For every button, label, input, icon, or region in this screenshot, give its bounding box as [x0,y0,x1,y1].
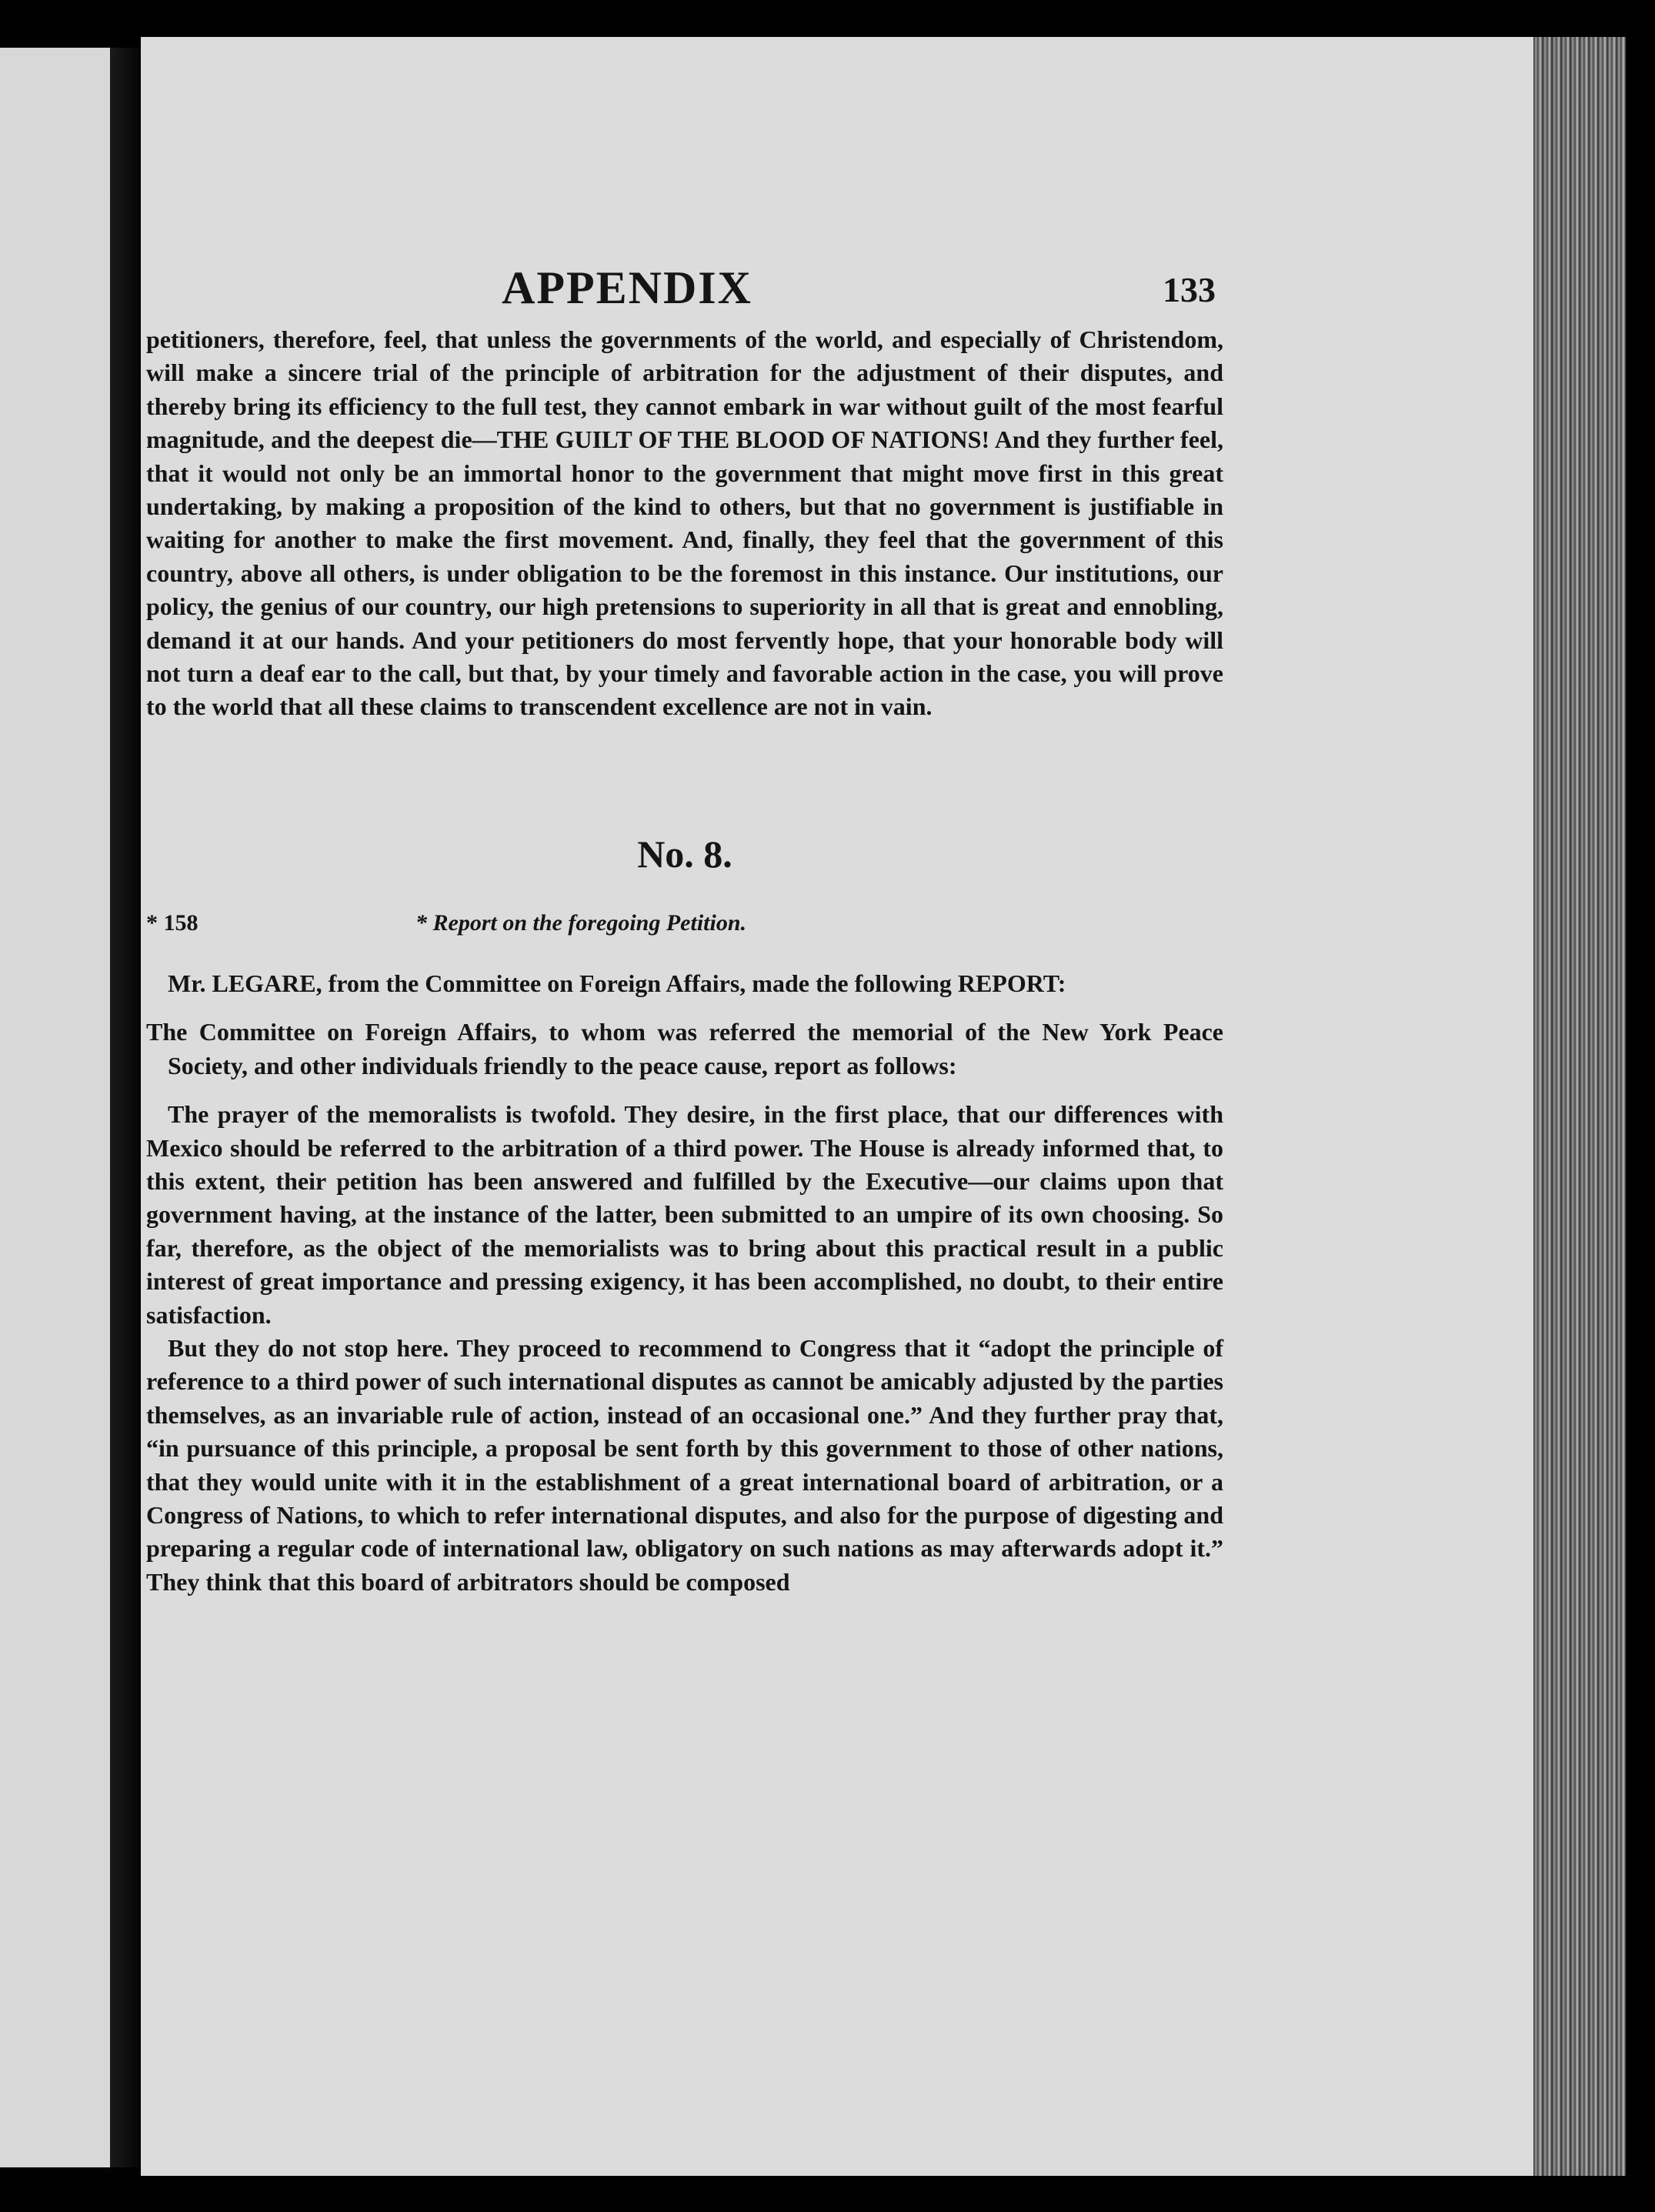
report-subtitle: * Report on the foregoing Petition. [415,909,747,936]
running-header [146,262,1223,323]
section-spacer [146,724,1223,832]
running-title: APPENDIX [502,262,752,313]
facing-page-edge [0,48,110,2167]
book-gutter [110,48,141,2167]
page-edges [1533,37,1626,2176]
report-paragraph-1: The prayer of the memoralists is twofold. They desire, in the first place, that our differences with Mexico should be referred to the arbitration of a third power. The House is already informed that, to this extent, their petition has been answered and fulfilled by the Executive—our claims upon that government having, at the instance of the latter, been submitted to an umpire of its own choosing. So far, therefore, as the object of the memorialists was to bring about this practical result in a public interest of great importance and pressing exigency, it has been accomplished, no doubt, to their entire satisfaction. [146,1100,1223,1329]
page-content [146,262,1223,1599]
report-intro: Mr. LEGARE, from the Committee on Foreign Affairs, made the following REPORT: [168,969,1066,997]
section-title: No. 8. [637,832,732,876]
petition-conclusion-paragraph: petitioners, therefore, feel, that unless the governments of the world, and especially of Christendom, will make a sincere trial of the principle of arbitration for the adjustment of their disputes, and thereby bring its efficiency to the full test, they cannot embark in war without guilt of the most fearful magnitude, and the deepest die—THE GUILT OF THE BLOOD OF NATIONS! And they further feel, that it would not only be an immortal honor to the government that might move first in this great undertaking, by making a proposition of the kind to others, but that no government is justifiable in waiting for another to make the first movement. And, finally, they feel that the government of this country, above all others, is under obligation to be the foremost in this instance. Our institutions, our policy, the genius of our country, our high pretensions to superiority in all that is great and ennobling, demand it at our hands. And your petitioners do most fervently hope, that your honorable body will not turn a deaf ear to the call, but that, by your timely and favorable action in the case, you will prove to the world that all these claims to transcendent excellence are not in vain. [146,325,1223,721]
report-paragraph-2: But they do not stop here. They proceed to recommend to Congress that it “adopt the principle of reference to a third power of such international disputes as cannot be amicably adjusted by the parties themselves, as an invariable rule of action, instead of an occasional one.” And they further pray that, “in pursuance of this principle, a proposal be sent forth by this government to those of other nations, that they would unite with it in the establishment of a great international board of arbitration, or a Congress of Nations, to which to refer international disputes, and also for the purpose of digesting and preparing a regular code of international law, obligatory on such nations as may afterwards adopt it.” They think that this board of arbitrators should be composed [146,1333,1223,1596]
committee-statement: The Committee on Foreign Affairs, to whom was referred the memorial of the New York Peace Society, and other individuals friendly to the peace cause, report as follows: [146,1018,1223,1079]
margin-note-row [146,910,1223,944]
page-number: 133 [1163,270,1216,309]
margin-reference: * 158 [146,909,199,936]
